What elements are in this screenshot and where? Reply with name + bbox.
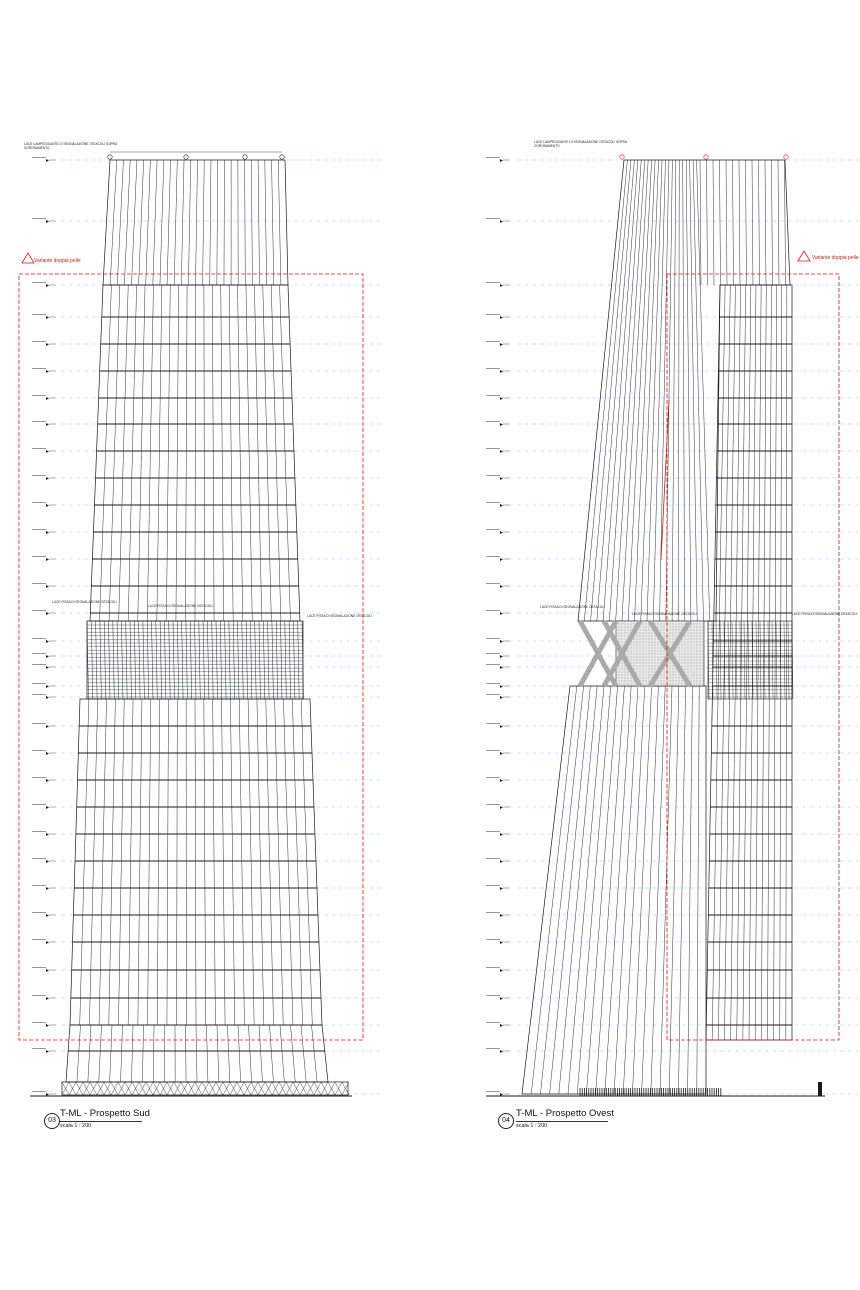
level-marker-icon (486, 859, 510, 864)
level-marker-icon (32, 158, 56, 163)
level-marker-icon (32, 639, 56, 644)
variant-label-west: Variante doppia pelle (812, 255, 859, 261)
variant-double-skin-outline (19, 251, 839, 1040)
level-marker-icon (486, 695, 510, 700)
level-marker-icon (32, 449, 56, 454)
south-elevation-tower (30, 152, 352, 1096)
level-marker-icon (486, 219, 510, 224)
level-marker-icon (486, 805, 510, 810)
caption-rule-south (60, 1121, 142, 1122)
south-lower-shaft (70, 699, 322, 1025)
level-marker-icon (486, 557, 510, 562)
level-marker-icon (32, 724, 56, 729)
level-marker-icon (32, 832, 56, 837)
west-bollard (818, 1082, 822, 1096)
west-right-band (708, 621, 793, 699)
level-marker-icon (486, 396, 510, 401)
level-marker-icon (32, 665, 56, 670)
level-marker-icon (32, 1092, 56, 1097)
level-marker-icon (32, 805, 56, 810)
level-marker-icon (486, 940, 510, 945)
level-marker-icon (32, 476, 56, 481)
level-marker-icon (486, 886, 510, 891)
level-marker-icon (486, 778, 510, 783)
level-marker-icon (32, 996, 56, 1001)
west-right-block (706, 285, 792, 1040)
level-marker-icon (32, 422, 56, 427)
level-marker-icon (32, 369, 56, 374)
level-marker-icon (32, 968, 56, 973)
west-slanted-wing-upper (578, 160, 790, 621)
level-marker-icon (486, 449, 510, 454)
level-marker-icon (32, 557, 56, 562)
level-marker-icon (486, 342, 510, 347)
level-marker-icon (486, 1092, 510, 1097)
west-entrance-grille (580, 1088, 721, 1096)
level-marker-icon (32, 684, 56, 689)
level-marker-icon (32, 778, 56, 783)
level-guide-lines (62, 160, 858, 1094)
drawing-title-west: T-ML - Prospetto Ovest (516, 1108, 614, 1119)
level-marker-icon (486, 315, 510, 320)
level-marker-icon (32, 1023, 56, 1028)
level-marker-icon (32, 396, 56, 401)
level-marker-icon (32, 859, 56, 864)
level-marker-icon (32, 342, 56, 347)
variant-triangle-icon (798, 251, 810, 261)
aircraft-warning-light-icon (108, 155, 112, 159)
level-marker-icon (486, 503, 510, 508)
level-marker-icon (32, 584, 56, 589)
variant-triangle-icon (22, 253, 34, 263)
level-marker-icon (486, 422, 510, 427)
level-marker-icon (32, 219, 56, 224)
level-marker-icon (486, 968, 510, 973)
level-marker-icon (486, 639, 510, 644)
drawing-number-west: 04 (498, 1113, 514, 1129)
level-marker-icon (32, 886, 56, 891)
mid-light-note-west-left: LUCE FISSA DI SEGNALAZIONE OSTACOLI (540, 605, 605, 609)
mid-light-note-south-left: LUCE FISSA DI SEGNALAZIONE OSTACOLI (52, 600, 117, 604)
level-marker-icon (486, 1049, 510, 1054)
level-marker-icon (32, 611, 56, 616)
south-mechanical-band (87, 621, 304, 699)
mid-light-note-south-right: LUCE FISSA DI SEGNALAZIONE OSTACOLI (307, 614, 372, 618)
level-marker-icon (32, 503, 56, 508)
level-marker-icon (32, 315, 56, 320)
drawing-scale-south: scala 1 : 200 (60, 1123, 92, 1129)
south-base (66, 1025, 328, 1082)
caption-rule-west (516, 1121, 608, 1122)
level-marker-icon (486, 665, 510, 670)
level-marker-icon (32, 940, 56, 945)
aircraft-warning-light-icon (784, 155, 788, 159)
drawing-number-south: 03 (44, 1113, 60, 1129)
south-upper-shaft (90, 285, 300, 621)
aircraft-warning-light-icon (243, 155, 247, 159)
west-mechanical-gap (580, 621, 704, 686)
level-marker-icon (32, 695, 56, 700)
aircraft-warning-light-icon (704, 155, 708, 159)
drawing-title-south: T-ML - Prospetto Sud (60, 1108, 150, 1119)
variant-label-south: Variante doppia pelle (34, 258, 81, 264)
level-marker-icon (486, 684, 510, 689)
level-marker-icon (486, 654, 510, 659)
aircraft-warning-light-icon (620, 155, 624, 159)
drawing-scale-west: scala 1 : 200 (516, 1123, 548, 1129)
level-marker-icon (486, 369, 510, 374)
west-slanted-wing-lower (522, 686, 706, 1094)
level-marker-icon (486, 751, 510, 756)
level-markers (32, 158, 510, 1097)
level-marker-icon (486, 611, 510, 616)
level-marker-icon (486, 1023, 510, 1028)
level-marker-icon (486, 158, 510, 163)
level-marker-icon (486, 530, 510, 535)
level-marker-icon (32, 751, 56, 756)
level-marker-icon (32, 283, 56, 288)
roof-light-note-west: LUCE LAMPEGGIANTE DI SEGNALAZIONE OSTACOLI SOPRA CORONAMENTO (534, 140, 627, 148)
mid-light-note-west-right: LUCE FISSA DI SEGNALAZIONE OSTACOLI (792, 612, 857, 616)
level-marker-icon (32, 1049, 56, 1054)
west-elevation-tower (486, 155, 825, 1096)
level-marker-icon (486, 724, 510, 729)
mid-light-note-west-center: LUCE FISSA DI SEGNALAZIONE OSTACOLI (632, 612, 697, 616)
aircraft-warning-light-icon (280, 155, 284, 159)
level-marker-icon (32, 530, 56, 535)
level-marker-icon (486, 913, 510, 918)
level-marker-icon (486, 584, 510, 589)
level-marker-icon (32, 654, 56, 659)
level-marker-icon (486, 476, 510, 481)
roof-light-note-south: LUCE LAMPEGGIANTE DI SEGNALAZIONE OSTACOLI SOPRA CORONAMENTO (24, 142, 117, 150)
level-marker-icon (486, 832, 510, 837)
mid-light-note-south-center: LUCE FISSA DI SEGNALAZIONE OSTACOLI (148, 604, 213, 608)
south-crown (103, 160, 288, 285)
aircraft-warning-light-icon (184, 155, 188, 159)
level-marker-icon (486, 283, 510, 288)
level-marker-icon (32, 913, 56, 918)
level-marker-icon (486, 996, 510, 1001)
